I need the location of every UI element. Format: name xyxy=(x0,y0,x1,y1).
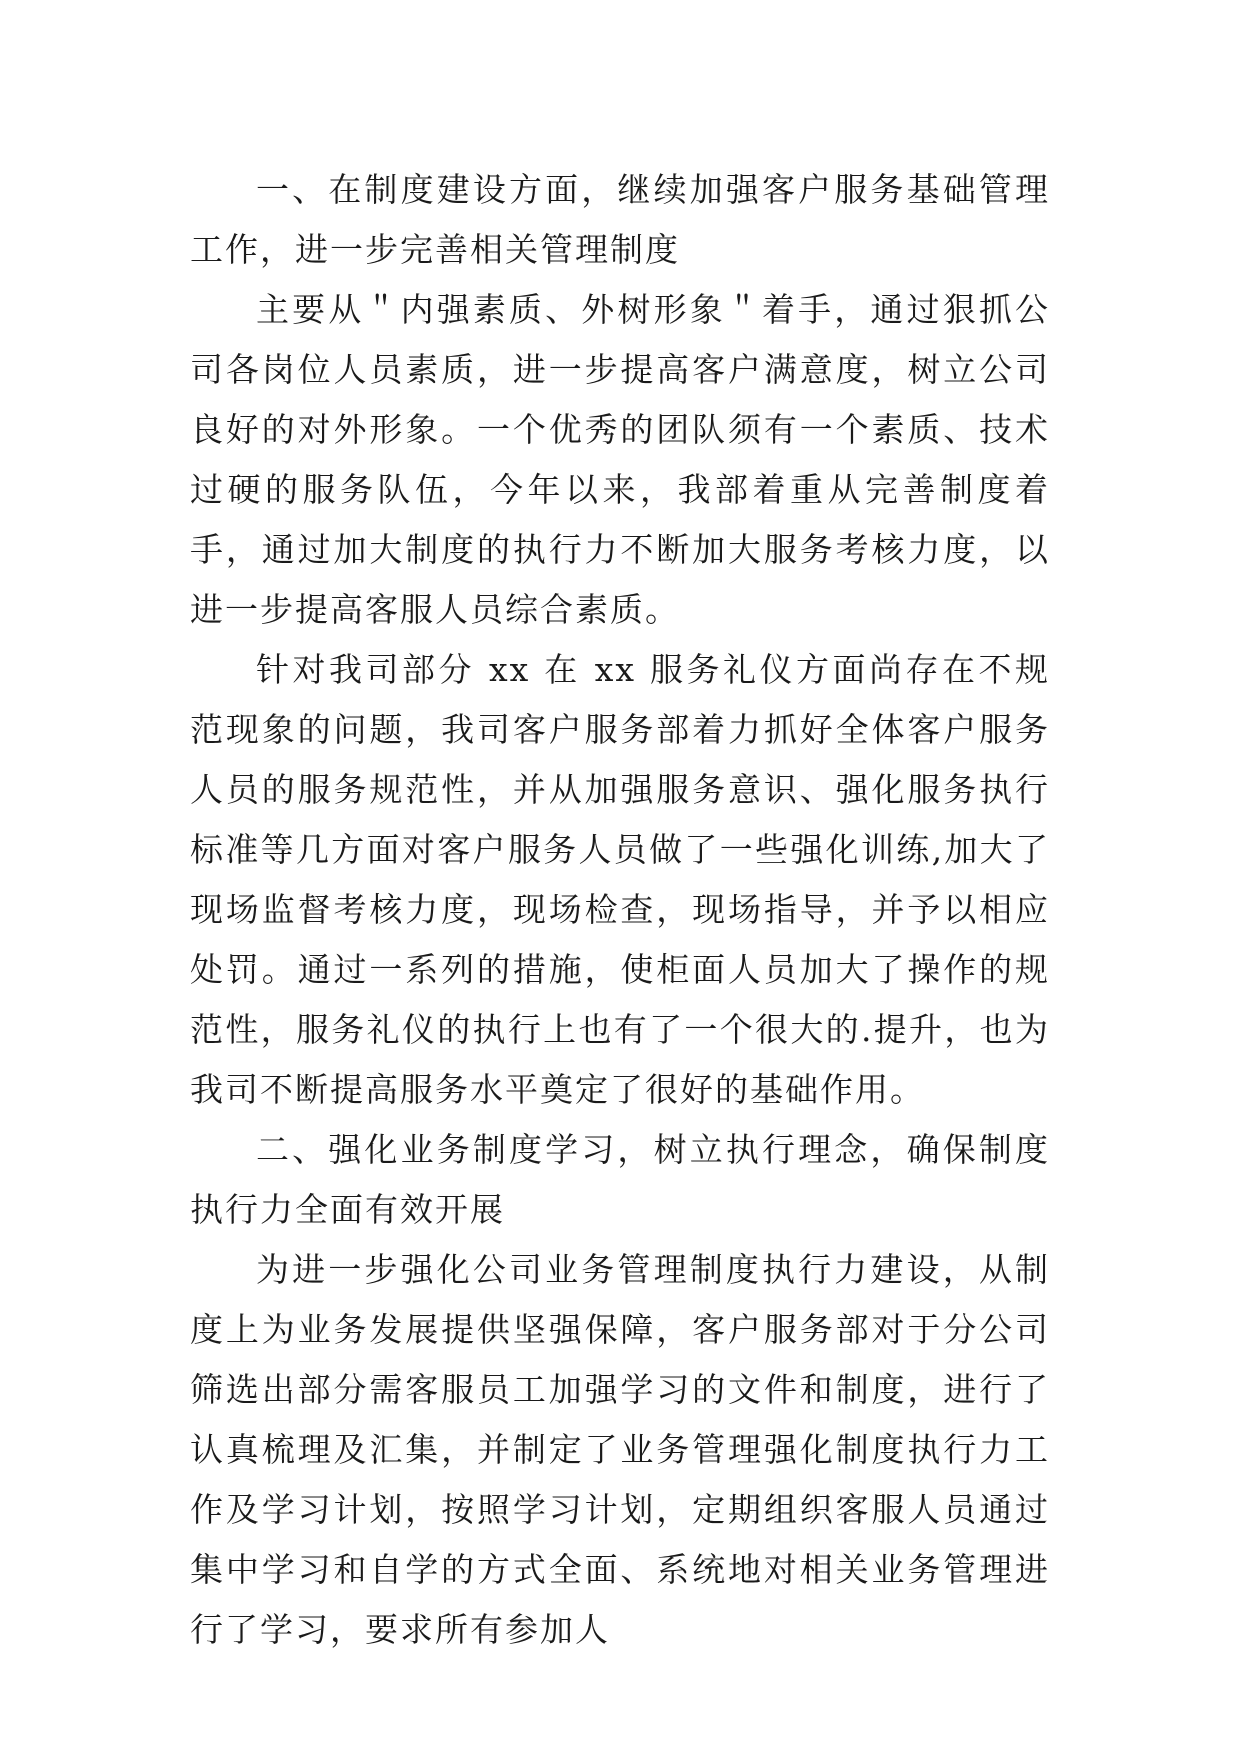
document-body xyxy=(190,160,1050,1660)
section-heading-2: 二、强化业务制度学习，树立执行理念，确保制度执行力全面有效开展 xyxy=(190,1130,1050,1229)
body-paragraph-1: 主要从＂内强素质、外树形象＂着手，通过狠抓公司各岗位人员素质，进一步提高客户满意度，树立公司良好的对外形象。一个优秀的团队须有一个素质、技术过硬的服务队伍，今年以来，我部着重从完善制度着手，通过加大制度的执行力不断加大服务考核力度，以进一步提高客服人员综合素质。 xyxy=(190,290,1050,629)
section-heading-1: 一、在制度建设方面，继续加强客户服务基础管理工作，进一步完善相关管理制度 xyxy=(190,170,1050,269)
body-paragraph-3: 为进一步强化公司业务管理制度执行力建设，从制度上为业务发展提供坚强保障，客户服务部对于分公司筛选出部分需客服员工加强学习的文件和制度，进行了认真梳理及汇集，并制定了业务管理强化制度执行力工作及学习计划，按照学习计划，定期组织客服人员通过集中学习和自学的方式全面、系统地对相关业务管理进行了学习，要求所有参加人 xyxy=(190,1250,1050,1649)
body-paragraph-2: 针对我司部分 xx 在 xx 服务礼仪方面尚存在不规范现象的问题，我司客户服务部着力抓好全体客户服务人员的服务规范性，并从加强服务意识、强化服务执行标准等几方面对客户服务人员做了一些强化训练,加大了现场监督考核力度，现场检查，现场指导，并予以相应处罚。通过一系列的措施，使柜面人员加大了操作的规范性，服务礼仪的执行上也有了一个很大的.提升，也为我司不断提高服务水平奠定了很好的基础作用。 xyxy=(190,650,1050,1109)
